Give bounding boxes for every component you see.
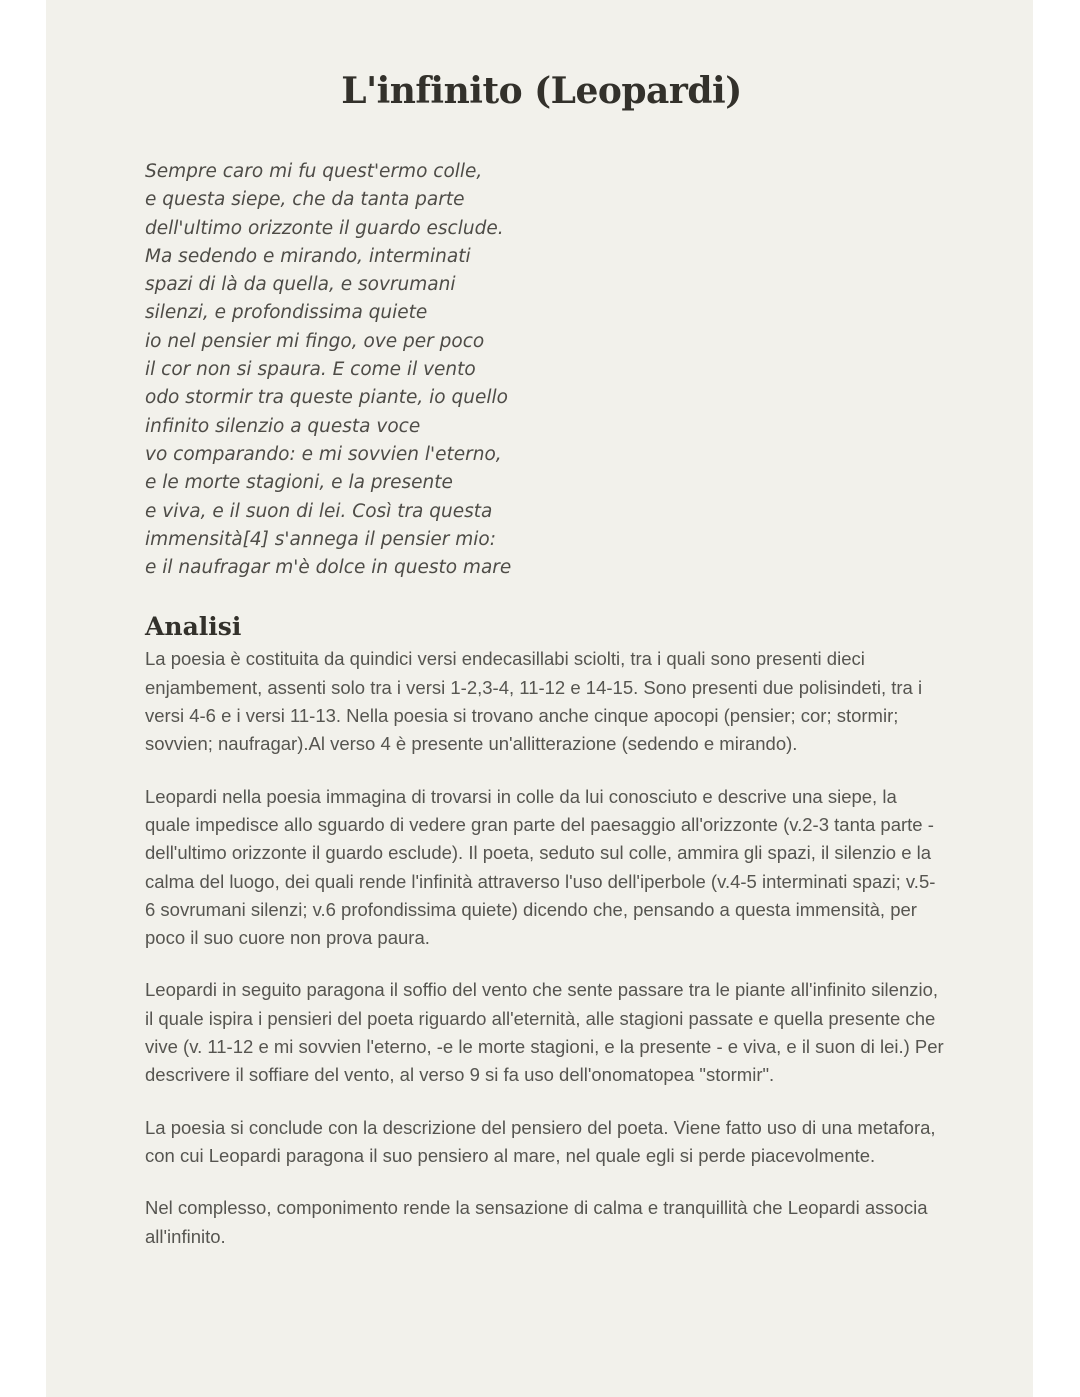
- poem-line: dell'ultimo orizzonte il guardo esclude.: [145, 217, 504, 239]
- analysis-heading: Analisi: [145, 612, 242, 642]
- poem-line: e il naufragar m'è dolce in questo mare: [145, 557, 512, 579]
- poem-line: spazi di là da quella, e sovrumani: [145, 274, 456, 296]
- poem-line: silenzi, e profondissima quiete: [145, 302, 428, 324]
- analysis-paragraph: La poesia si conclude con la descrizione del pensiero del poeta. Viene fatto uso di una metafora, con cui Leopardi paragona il suo pensiero al mare, nel quale egli si perde piacevolmente.: [145, 1116, 936, 1166]
- poem-line: io nel pensier mi fingo, ove per poco: [145, 330, 485, 352]
- analysis-paragraph: Leopardi nella poesia immagina di trovarsi in colle da lui conosciuto e descrive una siepe, la quale impedisce allo sguardo di vedere gran parte del paesaggio all'orizzonte (v.2-3 tanta parte - dell'ultimo orizzonte il guardo esclude). Il poeta, seduto sul colle, ammira gli spazi, il silenzio e la calma del luogo, dei quali rende l'infinità attraverso l'uso dell'iperbole (v.4-5 interminati spazi; v.5-6 sovrumani silenzi; v.6 profondissima quiete) dicendo che, pensando a questa immensità, per poco il suo cuore non prova paura.: [145, 785, 936, 949]
- page-title: L'infinito (Leopardi): [341, 70, 742, 112]
- document-sheet: [46, 0, 1033, 1397]
- poem-line: Sempre caro mi fu quest'ermo colle,: [145, 161, 483, 182]
- poem-line: Ma sedendo e mirando, interminati: [145, 245, 471, 267]
- poem-line: vo comparando: e mi sovvien l'eterno,: [145, 443, 502, 465]
- analysis-paragraph: La poesia è costituita da quindici versi endecasillabi sciolti, tra i quali sono presenti dieci enjambement, assenti solo tra i versi 1-2,3-4, 11-12 e 14-15. Sono presenti due polisindeti, tra i versi 4-6 e i versi 11-13. Nella poesia si trovano anche cinque apocopi (pensier; cor; stormir; sovvien; naufragar).Al verso 4 è presente un'allitterazione (sedendo e mirando).: [145, 648, 923, 755]
- poem-line: e viva, e il suon di lei. Così tra questa: [145, 500, 493, 522]
- analysis-paragraph: Leopardi in seguito paragona il soffio del vento che sente passare tra le piante all'infinito silenzio, il quale ispira i pensieri del poeta riguardo all'eternità, alle stagioni passate e quella presente che vive (v. 11-12 e mi sovvien l'eterno, -e le morte stagioni, e la presente - e viva, e il suon di lei.) Per descrivere il soffiare del vento, al verso 9 si fa uso dell'onomatopea "stormir".: [145, 979, 944, 1086]
- poem-line: e le morte stagioni, e la presente: [145, 472, 453, 494]
- poem-line: e questa siepe, che da tanta parte: [145, 189, 465, 211]
- page-content: [46, 0, 1033, 1251]
- poem-line: il cor non si spaura. E come il vento: [145, 359, 476, 381]
- poem-line: immensità[4] s'annega il pensier mio:: [145, 528, 496, 550]
- poem-block: [145, 158, 938, 582]
- analysis-paragraph: Nel complesso, componimento rende la sensazione di calma e tranquillità che Leopardi associa all'infinito.: [145, 1197, 928, 1247]
- poem-line: infinito silenzio a questa voce: [145, 415, 421, 437]
- poem-line: odo stormir tra queste piante, io quello: [145, 387, 508, 409]
